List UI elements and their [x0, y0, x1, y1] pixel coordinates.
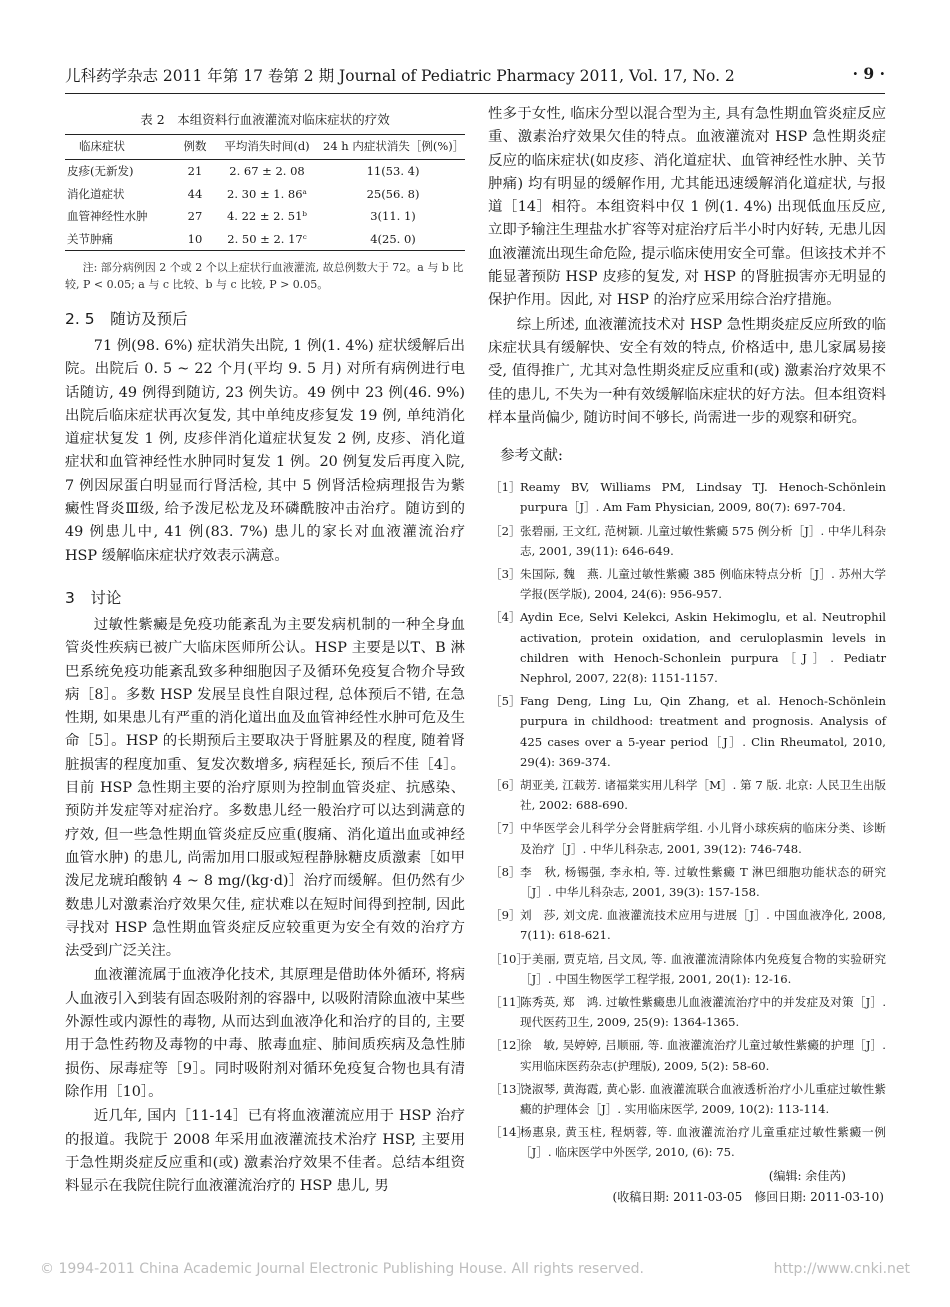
reference-number: ［6］ [490, 778, 521, 792]
header-rule [65, 93, 885, 94]
table-cell: 21 [187, 164, 203, 179]
copyright-text: © 1994-2011 China Academic Journal Electronic Publishing House. All rights reserved. [40, 1261, 644, 1277]
reference-item [488, 691, 886, 772]
section-heading: 2. 5 随访及预后 [65, 310, 188, 328]
table-cell: 消化道症状 [67, 186, 125, 201]
reference-text: 胡亚美, 江载芳. 诸福棠实用儿科学［M］. 第 7 版. 北京: 人民卫生出版社, 2002: 688-690. [520, 778, 886, 813]
table-row [65, 228, 465, 251]
reference-text: Fang Deng, Ling Lu, Qin Zhang, et al. Henoch-Schönlein purpura in childhood: treatment and prognosis. Analysis of 425 cases over a 5-year period［J］. Clin Rheumatol, 2010, 29(4): 369-374. [520, 694, 886, 769]
reference-number: ［12］ [490, 1038, 528, 1053]
reference-number: ［10］ [490, 951, 528, 966]
running-header [65, 64, 885, 90]
reference-item [488, 818, 886, 858]
table-cell: 皮疹(无新发) [67, 164, 134, 179]
reference-number: ［5］ [490, 694, 521, 709]
paragraph: 过敏性紫癜是免疫功能紊乱为主要发病机制的一种全身血管炎性疾病已被广大临床医师所公认。HSP 主要是以T、B 淋巴系统免疫功能紊乱致多种细胞因子及循环免疫复合物介导致病［8］。多数 HSP 发展呈良性自限过程, 总体预后不错, 在急性期, 如果患儿有严重的消化道出血及血管神经性水肿可危及生命［5］。HSP 的长期预后主要取决于肾脏累及的程度, 随着肾脏损害的程度加重、复发次数增多, 病程延长, 预后不佳［4］。目前 HSP 急性期主要的治疗原则为控制血管炎症、抗感染、预防并发症等对症治疗。多数患儿经一般治疗可以达到满意的疗效, 但一些急性期血管炎症反应重(腹痛、消化道出血或神经血管水肿) 的患儿, 尚需加用口服或短程静脉糖皮质激素［如甲泼尼龙琥珀酸钠 4 ~ 8 mg/(kg·d)］治疗而缓解。但仍然有少数患儿对激素治疗效果欠佳, 症状难以在短时间得到控制, 因此寻找对 HSP 急性期血管炎症反应较重更为安全有效的治疗方法受到广泛关注。 [65, 616, 465, 960]
table-cell: 11(53. 4) [366, 164, 420, 179]
editor-credit: (编辑: 余佳芮) [768, 1168, 846, 1183]
reference-number: ［14］ [490, 1125, 528, 1140]
left-column [65, 103, 465, 1198]
reference-text: 陈秀英, 郑 鸿. 过敏性紫癜患儿血液灌流治疗中的并发症及对策［J］. 现代医药卫生, 2009, 25(9): 1364-1365. [520, 995, 886, 1030]
paragraph: 性多于女性, 临床分型以混合型为主, 具有急性期血管炎症反应重、激素治疗效果欠佳的特点。血液灌流对 HSP 急性期炎症反应的临床症状(如皮疹、消化道症状、血管神经性水肿、关节肿痛) 均有明显的缓解作用, 尤其能迅速缓解消化道症状, 与报道［14］相符。本组资料中仅 1 例(1. 4%) 出现低血压反应, 立即予输注生理盐水扩容等对症治疗后半小时内好转, 无患儿因血液灌流出现生命危险, 提示临床使用安全可靠。但该技术并不能显著预防 HSP 皮疹的复发, 对 HSP 的肾脏损害亦无明显的保护作用。因此, 对 HSP 的治疗应采用综合治疗措施。 [488, 106, 886, 309]
reference-text: 朱国际, 魏 燕. 儿童过敏性紫癜 385 例临床特点分析［J］. 苏州大学学报(医学版), 2004, 24(6): 956-957. [520, 566, 886, 602]
table-cell: 2. 67 ± 2. 08 [229, 164, 305, 179]
reference-text: 徐 敏, 吴婷婷, 吕顺丽, 等. 血液灌流治疗儿童过敏性紫癜的护理［J］. 实用临床医药杂志(护理版), 2009, 5(2): 58-60. [520, 1038, 886, 1073]
reference-item [488, 992, 886, 1032]
table-cell: 25(56. 8) [366, 186, 420, 201]
table-cell: 27 [187, 209, 203, 224]
table-row [65, 205, 465, 228]
reference-number: ［1］ [490, 480, 521, 495]
table-cell: 44 [187, 186, 203, 201]
reference-number: ［4］ [490, 610, 521, 625]
table-row [65, 183, 465, 206]
reference-number: ［9］ [490, 908, 521, 923]
reference-item [488, 521, 886, 561]
section-heading: 3 讨论 [65, 588, 122, 607]
column-header: 平均消失时间(d) [213, 135, 321, 160]
table-cell: 10 [177, 228, 213, 251]
references-heading: 参考文献: [500, 448, 563, 465]
paragraph: 近几年, 国内［11-14］已有将血液灌流应用于 HSP 治疗的报道。我院于 2008 年采用血液灌流技术治疗 HSP, 主要用于急性期炎症反应重和(或) 激素治疗效果不佳者。总结本组资料显示在我院住院行血液灌流治疗的 HSP 患儿, 男 [65, 1108, 465, 1195]
received-dates: (收稿日期: 2011-03-05 修回日期: 2011-03-10) [612, 1189, 884, 1204]
reference-text: 李 秋, 杨锡强, 李永柏, 等. 过敏性紫癜 T 淋巴细胞功能状态的研究［J］. 中华儿科杂志, 2001, 39(3): 157-158. [520, 864, 886, 900]
efficacy-table [65, 134, 465, 251]
page-number: · 9 · [852, 64, 885, 83]
right-column [488, 103, 886, 1205]
table-row [65, 160, 465, 183]
column-header: 24 h 内症状消失［例(%)］ [321, 135, 465, 160]
journal-citation: 儿科药学杂志 2011 年第 17 卷第 2 期 Journal of Pediatric Pharmacy 2011, Vol. 17, No. 2 [65, 67, 735, 85]
reference-number: ［11］ [490, 995, 528, 1010]
paragraph: 血液灌流属于血液净化技术, 其原理是借助体外循环, 将病人血液引入到装有固态吸附剂的容器中, 以吸附清除血液中某些外源性或内源性的毒物, 从而达到血液净化和治疗的目的, 主要用于急性药物及毒物的中毒、脓毒血症、肺间质疾病及急性肺损伤、尿毒症等［9］。同时吸附剂对循环免疫复合物也具有清除作用［10］。 [65, 967, 465, 1100]
reference-item [488, 564, 886, 604]
table-caption: 表 2 本组资料行血液灌流对临床症状的疗效 [140, 112, 390, 127]
reference-item [488, 607, 886, 688]
reference-text: 刘 莎, 刘文虎. 血液灌流技术应用与进展［J］. 中国血液净化, 2008, 7(11): 618-621. [520, 908, 886, 943]
reference-item [488, 477, 886, 517]
reference-text: 杨惠泉, 黄玉柱, 程炳蓉, 等. 血液灌流治疗儿童重症过敏性紫癜一例［J］. 临床医学中外医学, 2010, (6): 75. [520, 1125, 886, 1160]
table-cell: 3(11. 1) [370, 209, 416, 224]
table-cell: 4. 22 ± 2. 51ᵇ [226, 209, 308, 224]
reference-text: 于美丽, 贾克培, 吕文凤, 等. 血液灌流清除体内免疫复合物的实验研究［J］. 中国生物医学工程学报, 2001, 20(1): 12-16. [520, 951, 886, 986]
reference-number: ［8］ [490, 864, 521, 879]
reference-text: 饶淑琴, 黄海霞, 黄心影. 血液灌流联合血液透析治疗小儿重症过敏性紫癜的护理体会［J］. 实用临床医学, 2009, 10(2): 113-114. [520, 1081, 886, 1117]
table-cell: 2. 30 ± 1. 86ᵃ [227, 186, 307, 201]
column-header: 临床症状 [65, 135, 177, 160]
reference-number: ［13］ [490, 1081, 528, 1096]
reference-item [488, 949, 886, 989]
reference-number: ［2］ [490, 523, 521, 538]
reference-item [488, 1122, 886, 1162]
reference-item [488, 905, 886, 945]
reference-item [488, 862, 886, 902]
table-cell: 4(25. 0) [321, 228, 465, 251]
reference-text: Aydin Ece, Selvi Kelekci, Askin Hekimoglu, et al. Neutrophil activation, protein oxidation, and ceruloplasmin levels in children with Henoch-Schonlein purpura［J］. Pediatr Nephrol, 2007, 22(8): 1151-1157. [520, 610, 886, 685]
reference-list [488, 477, 886, 1163]
reference-item [488, 1035, 886, 1075]
paragraph: 综上所述, 血液灌流技术对 HSP 急性期炎症反应所致的临床症状具有缓解快、安全有效的特点, 价格适中, 患儿家属易接受, 值得推广, 尤其对急性期炎症反应重和(或) 激素治疗效果不佳的患儿, 不失为一种有效缓解临床症状的好方法。但本组资料样本量尚偏少, 随访时间不够长, 尚需进一步的观察和研究。 [488, 316, 886, 426]
reference-text: 中华医学会儿科学分会肾脏病学组. 小儿肾小球疾病的临床分类、诊断及治疗［J］. 中华儿科杂志, 2001, 39(12): 746-748. [520, 821, 886, 856]
table-cell: 血管神经性水肿 [67, 209, 148, 224]
reference-text: 张碧丽, 王文红, 范树颖. 儿童过敏性紫癜 575 例分析［J］. 中华儿科杂志, 2001, 39(11): 646-649. [520, 523, 886, 558]
table-header-row [65, 135, 465, 160]
table-cell: 2. 50 ± 2. 17ᶜ [213, 228, 321, 251]
reference-text: Reamy BV, Williams PM, Lindsay TJ. Henoch-Schönlein purpura［J］. Am Fam Physician, 2009, 80(7): 697-704. [520, 480, 886, 515]
table-cell: 关节肿痛 [65, 228, 177, 251]
paragraph: 71 例(98. 6%) 症状消失出院, 1 例(1. 4%) 症状缓解后出院。出院后 0. 5 ~ 22 个月(平均 9. 5 月) 对所有病例进行电话随访, 49 例得到随访, 23 例失访。49 例中 23 例(46. 9%) 出院后临床症状再次复发, 其中单纯皮疹复发 19 例, 单纯消化道症状复发 1 例, 皮疹伴消化道症状复发 2 例, 皮疹、消化道症状和血管神经性水肿同时复发 1 例。20 例复发后再度入院, 7 例因尿蛋白明显而行肾活检, 其中 5 例肾活检病理报告为紫癜性肾炎Ⅲ级, 给予泼尼松龙及环磷酰胺冲击治疗。随访到的 49 例患儿中, 41 例(83. 7%) 患儿的家长对血液灌流治疗 HSP 缓解临床症状疗效表示满意。 [65, 338, 465, 564]
footer-link[interactable]: http://www.cnki.net [773, 1261, 910, 1277]
reference-number: ［7］ [490, 821, 521, 836]
table-note: 注: 部分病例因 2 个或 2 个以上症状行血液灌流, 故总例数大于 72。a 与 b 比较, P < 0.05; a 与 c 比较、b 与 c 比较, P > 0.05。 [65, 261, 464, 291]
reference-item [488, 775, 886, 815]
reference-item [488, 1079, 886, 1119]
reference-number: ［3］ [490, 566, 521, 581]
column-header: 例数 [177, 135, 213, 160]
